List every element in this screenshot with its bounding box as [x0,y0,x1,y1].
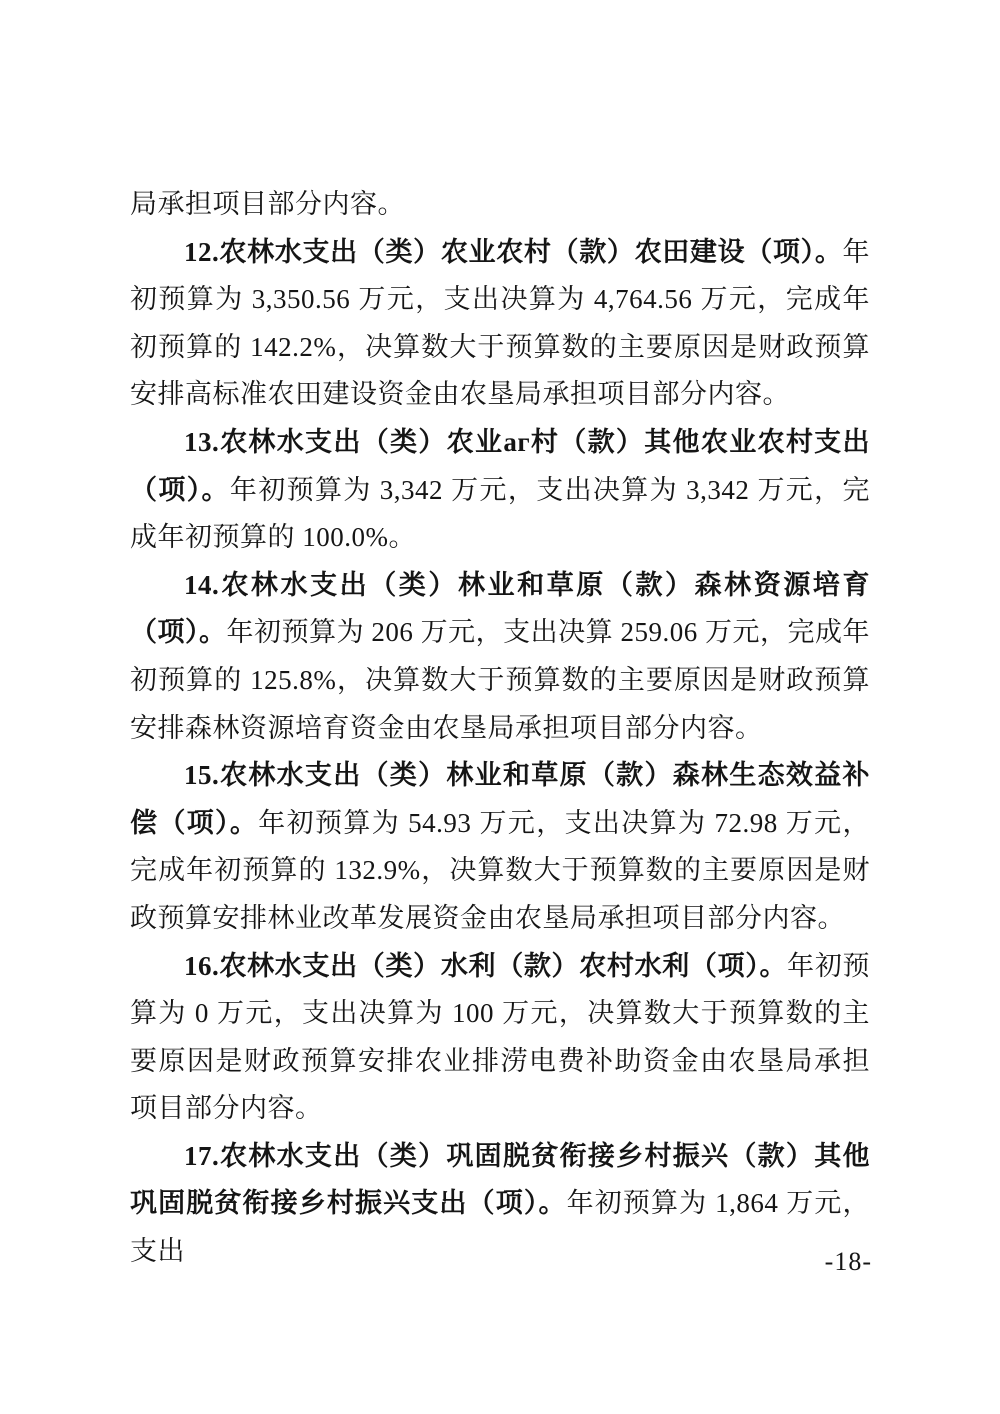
paragraph-item-12 [130,229,870,419]
paragraph-body: 年初预算为 206 万元，支出决算 259.06 万元，完成年初预算的 125.8%，决算数大于预算数的主要原因是财政预算安排森林资源培育资金由农垦局承担项目部分内容。 [130,617,871,743]
paragraph-item-17 [130,1133,870,1276]
paragraph-lead: 12.农林水支出（类）农业农村（款）农田建设（项）。 [184,236,843,267]
paragraph-body: 年初预算为 3,350.56 万元，支出决算为 4,764.56 万元，完成年初预算的 142.2%，决算数大于预算数的主要原因是财政预算安排高标准农田建设资金由农垦局承担项目部分内容。 [130,236,870,410]
paragraph-continuation [130,181,870,229]
paragraph-lead: 17.农林水支出（类）巩固脱贫衔接乡村振兴（款）其他巩固脱贫衔接乡村振兴支出（项）。 [130,1140,870,1219]
paragraph-body: 局承担项目部分内容。 [130,189,405,219]
paragraph-lead: 13.农林水支出（类）农业аг村（款）其他农业农村支出（项）。 [130,426,870,505]
text-block [130,181,870,1276]
paragraph-lead: 15.农林水支出（类）林业和草原（款）森林生态效益补偿（项）。 [130,760,870,838]
paragraph-body: 年初预算为 0 万元，支出决算为 100 万元，决算数大于预算数的主要原因是财政预算安排农业排涝电费补助资金由农垦局承担项目部分内容。 [130,950,871,1124]
paragraph-lead: 14.农林水支出（类）林业和草原（款）森林资源培育（项）。 [130,569,870,648]
paragraph-item-16 [130,943,870,1133]
page-number: -18- [824,1247,872,1276]
paragraph-item-15 [130,752,870,942]
paragraph-lead: 16.农林水支出（类）水利（款）农村水利（项）。 [184,950,788,981]
paragraph-item-13 [130,419,870,562]
paragraph-body: 年初预算为 1,864 万元，支出 [130,1188,871,1267]
paragraph-body: 年初预算为 54.93 万元，支出决算为 72.98 万元，完成年初预算的 132.9%，决算数大于预算数的主要原因是财政预算安排林业改革发展资金由农垦局承担项目部分内容。 [130,807,871,933]
paragraph-body: 年初预算为 3,342 万元，支出决算为 3,342 万元，完成年初预算的 100.0%。 [130,474,871,553]
paragraph-item-14 [130,562,870,752]
